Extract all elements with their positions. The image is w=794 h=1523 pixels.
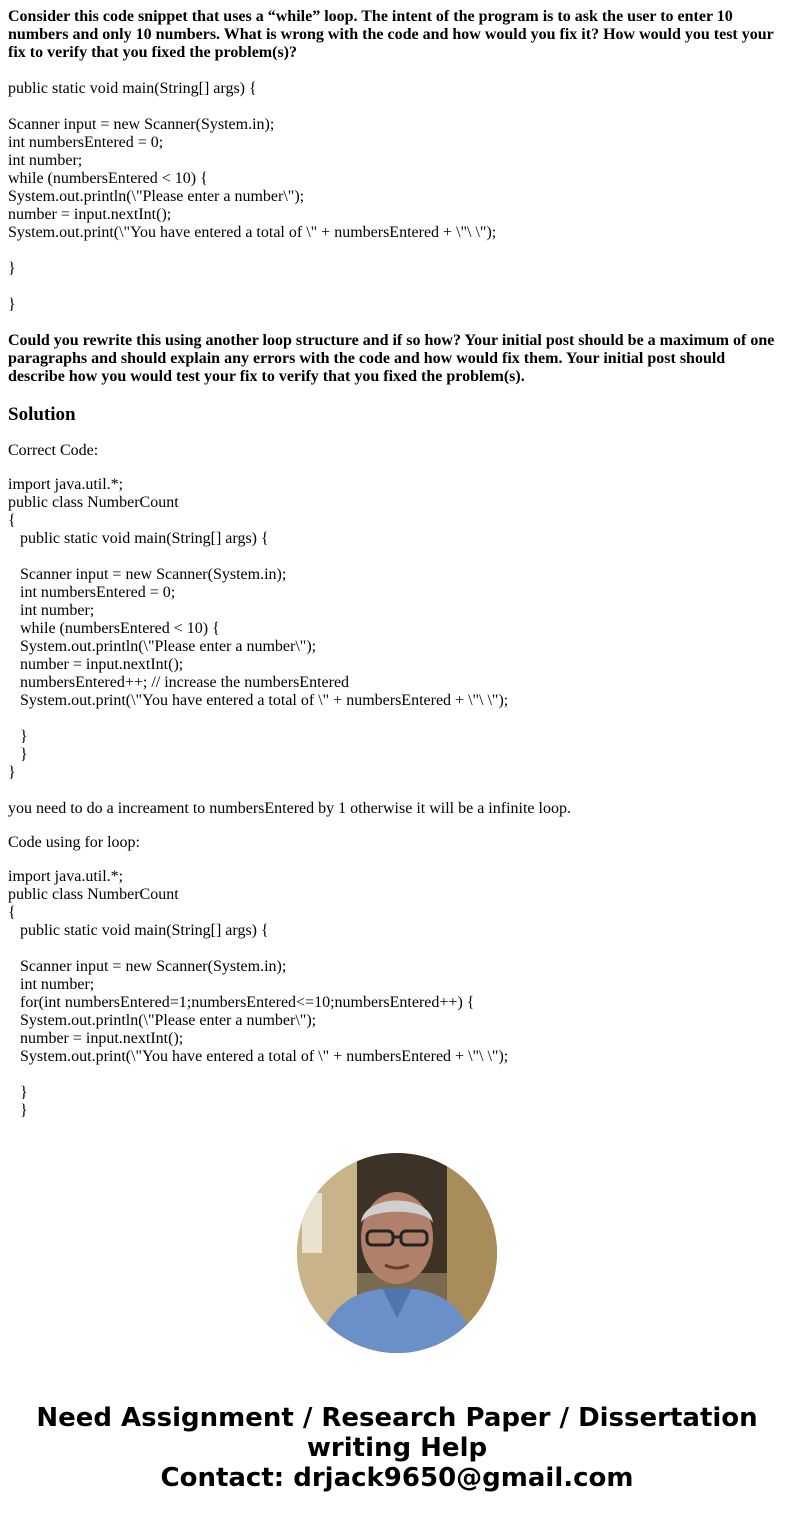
code-line [8, 710, 786, 728]
author-photo [297, 1153, 497, 1353]
code-line: Scanner input = new Scanner(System.in); [8, 116, 275, 133]
code-line: int number; [20, 602, 95, 619]
code-line: import java.util.*; [8, 868, 124, 885]
code-line: int number; [8, 152, 83, 169]
code-line: public static void main(String[] args) { [20, 530, 269, 547]
code-line: number = input.nextInt(); [20, 1030, 184, 1047]
code-line: Scanner input = new Scanner(System.in); [20, 566, 287, 583]
code-line: } [20, 1102, 28, 1119]
code-line: while (numbersEntered < 10) { [20, 620, 220, 637]
code-line: } [20, 746, 28, 763]
code-line: import java.util.*; [8, 476, 124, 493]
code-line: } [8, 260, 16, 277]
code-line [8, 98, 786, 116]
answer-content [8, 8, 786, 1121]
code-line: number = input.nextInt(); [8, 206, 172, 223]
code-line: System.out.print(\"You have entered a total of \" + numbersEntered + \"\ \"); [20, 692, 509, 709]
code-line [8, 940, 786, 958]
code-line: } [8, 296, 16, 313]
for-loop-code [8, 868, 786, 1120]
solution-heading: Solution [8, 404, 76, 425]
code-line: { [8, 904, 16, 921]
code-line: number = input.nextInt(); [20, 656, 184, 673]
solution-explanation: you need to do a increament to numbersEntered by 1 otherwise it will be a infinite loop. [8, 800, 571, 817]
for-loop-label: Code using for loop: [8, 834, 140, 851]
code-line: int numbersEntered = 0; [20, 584, 176, 601]
question-intro: Consider this code snippet that uses a “while” loop. The intent of the program is to ask the user to enter 10 numbers and only 10 numbers. What is wrong with the code and how would you fix it? How would you test your fix to verify that you fixed the problem(s)? [8, 8, 774, 61]
code-line: System.out.println(\"Please enter a number\"); [20, 638, 317, 655]
code-line: public static void main(String[] args) { [20, 922, 269, 939]
code-line: System.out.print(\"You have entered a total of \" + numbersEntered + \"\ \"); [20, 1048, 509, 1065]
footer-line-1: Need Assignment / Research Paper / Dissertation [36, 1403, 758, 1433]
code-line [8, 278, 786, 296]
question-followup: Could you rewrite this using another loop structure and if so how? Your initial post should be a maximum of one paragraphs and should explain any errors with the code and how would fix them. Your initial post should describe how you would test your fix to verify that you fixed the problem(s). [8, 332, 775, 385]
footer-contact: Contact: drjack9650@gmail.com [160, 1463, 634, 1493]
code-line: while (numbersEntered < 10) { [8, 170, 208, 187]
code-line [8, 548, 786, 566]
question-code [8, 80, 786, 314]
code-line: } [20, 1084, 28, 1101]
code-line: for(int numbersEntered=1;numbersEntered<=10;numbersEntered++) { [20, 994, 475, 1011]
code-line: int numbersEntered = 0; [8, 134, 164, 151]
code-line: int number; [20, 976, 95, 993]
code-line: Scanner input = new Scanner(System.in); [20, 958, 287, 975]
document-body [8, 8, 786, 1121]
footer-line-2: writing Help [306, 1433, 488, 1463]
code-line: public class NumberCount [8, 886, 179, 903]
code-line: } [8, 764, 16, 781]
code-line: numbersEntered++; // increase the numbersEntered [20, 674, 350, 691]
footer-banner [0, 1403, 794, 1493]
code-line: } [20, 728, 28, 745]
code-line: System.out.println(\"Please enter a number\"); [20, 1012, 317, 1029]
code-line [8, 242, 786, 260]
author-avatar [297, 1153, 497, 1353]
correct-code [8, 476, 786, 782]
code-line: public static void main(String[] args) { [8, 80, 257, 97]
code-line [8, 1066, 786, 1084]
code-line: System.out.print(\"You have entered a total of \" + numbersEntered + \"\ \"); [8, 224, 497, 241]
code-line: public class NumberCount [8, 494, 179, 511]
correct-code-label: Correct Code: [8, 442, 99, 459]
code-line: System.out.println(\"Please enter a number\"); [8, 188, 305, 205]
code-line: { [8, 512, 16, 529]
